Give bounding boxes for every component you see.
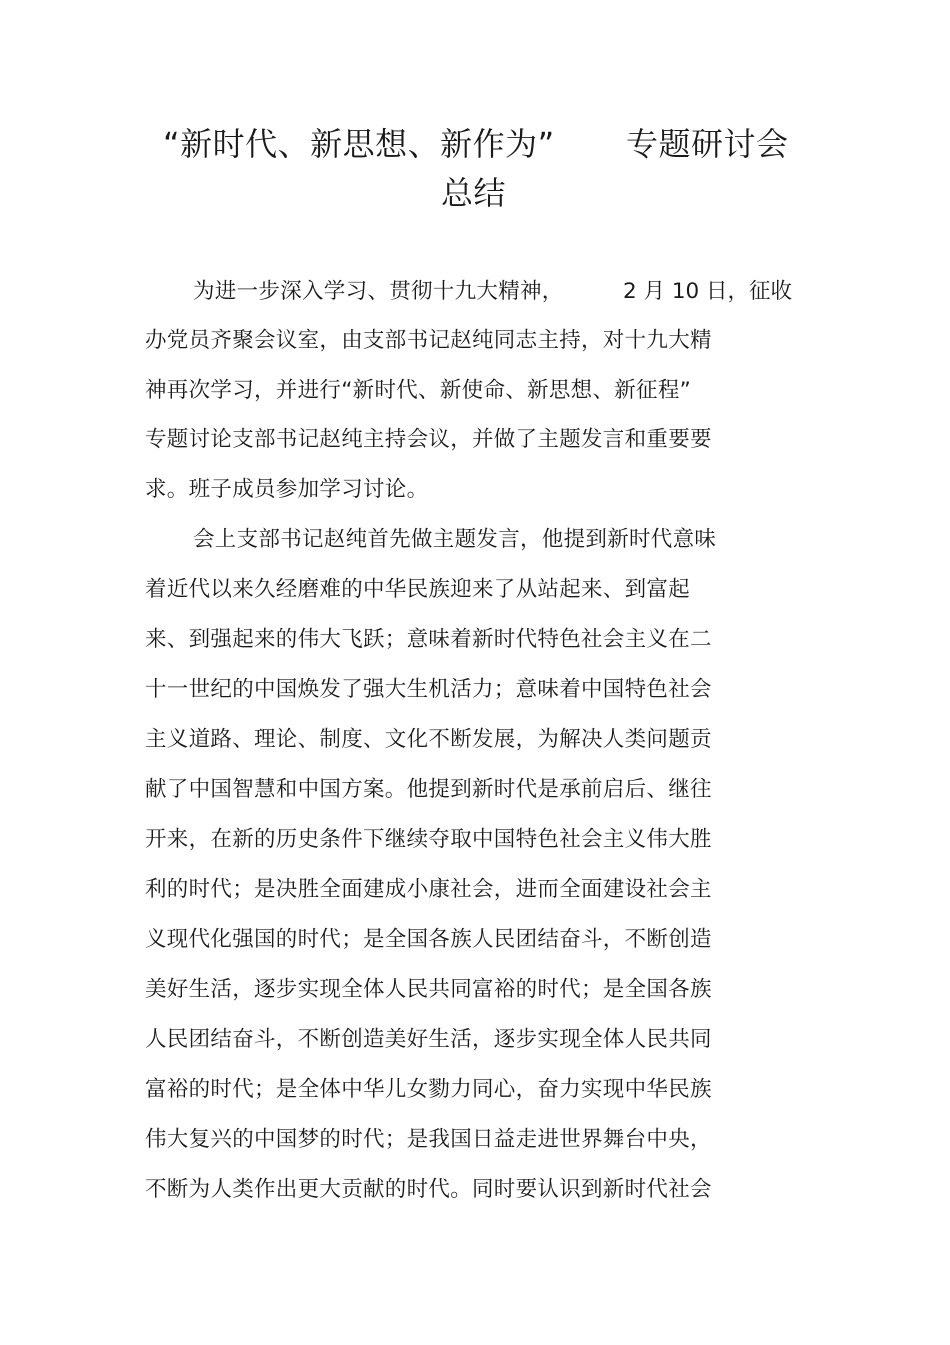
title-part-3: 总结 — [441, 174, 507, 212]
paragraph-2-line-4: 十一世纪的中国焕发了强大生机活力；意味着中国特色社会 — [145, 677, 712, 702]
paragraph-1-line-2: 办党员齐聚会议室，由支部书记赵纯同志主持，对十九大精 — [145, 328, 712, 353]
paragraph-1-line-5: 求。班子成员参加学习讨论。 — [145, 477, 429, 502]
paragraph-2-line-9: 义现代化强国的时代；是全国各族人民团结奋斗，不断创造 — [145, 927, 712, 952]
paragraph-1-line-1b: 2 月 10 日，征收 — [623, 279, 793, 304]
paragraph-1-line-1a: 为进一步深入学习、贯彻十九大精神， — [193, 279, 564, 304]
paragraph-2-line-5: 主义道路、理论、制度、文化不断发展，为解决人类问题贡 — [145, 727, 712, 752]
paragraph-2-line-13: 伟大复兴的中国梦的时代；是我国日益走进世界舞台中央， — [145, 1127, 712, 1152]
title-part-1: “新时代、新思想、新作为” — [163, 125, 555, 163]
paragraph-2-line-7: 开来，在新的历史条件下继续夺取中国特色社会主义伟大胜 — [145, 827, 712, 852]
paragraph-1-line-4: 专题讨论支部书记赵纯主持会议，并做了主题发言和重要要 — [145, 427, 712, 452]
title-part-2: 专题研讨会 — [626, 125, 789, 163]
paragraph-2-line-1: 会上支部书记赵纯首先做主题发言，他提到新时代意味 — [193, 527, 717, 552]
paragraph-2-line-11: 人民团结奋斗，不断创造美好生活，逐步实现全体人民共同 — [145, 1027, 712, 1052]
paragraph-2-line-8: 利的时代；是决胜全面建成小康社会，进而全面建设社会主 — [145, 877, 712, 902]
paragraph-2-line-3: 来、到强起来的伟大飞跃；意味着新时代特色社会主义在二 — [145, 627, 712, 652]
paragraph-2-line-14: 不断为人类作出更大贡献的时代。同时要认识到新时代社会 — [145, 1177, 712, 1202]
paragraph-2-line-10: 美好生活，逐步实现全体人民共同富裕的时代；是全国各族 — [145, 977, 712, 1002]
paragraph-1-line-3: 神再次学习，并进行“新时代、新使命、新思想、新征程” — [145, 378, 692, 403]
paragraph-2-line-2: 着近代以来久经磨难的中华民族迎来了从站起来、到富起 — [145, 577, 691, 602]
paragraph-2-line-12: 富裕的时代；是全体中华儿女勠力同心，奋力实现中华民族 — [145, 1077, 712, 1102]
paragraph-2-line-6: 献了中国智慧和中国方案。他提到新时代是承前启后、继往 — [145, 777, 712, 802]
